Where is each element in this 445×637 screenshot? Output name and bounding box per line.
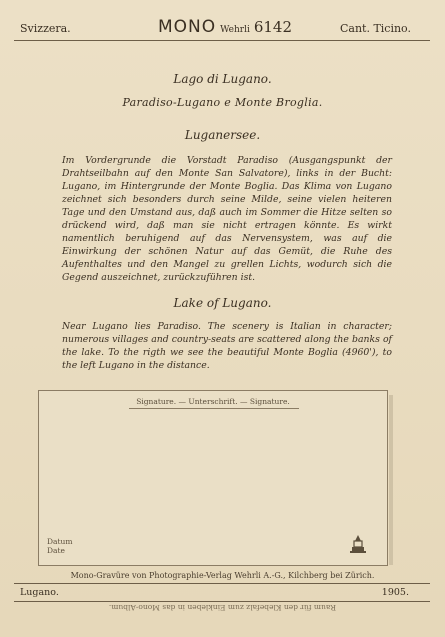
maker-name: Wehrli bbox=[220, 25, 250, 35]
header-rule bbox=[14, 40, 430, 41]
publisher-caption: Mono-Gravüre von Photographie-Verlag Wehrli A.-G., Kilchberg bei Zürich. bbox=[70, 571, 375, 580]
country-label: Svizzera. bbox=[20, 22, 71, 35]
card-number: 6142 bbox=[253, 18, 293, 36]
german-paragraph: Im Vordergrunde die Vorstadt Paradiso (Ausgangspunkt der Drahtseilbahn auf den Monte San Salvatore), links in der Bucht: Lugano, im Hintergrunde der Monte Boglia. Das Klima von Lugano zeichnet sich besonders durch seine Milde, seine vielen heiteren Tage und den Umstand aus, daß auch im Sommer die Hitze selten so drückend wird, daß man sie nicht ertragen könnte. Es wirkt namentlich beruhigend auf das Nervensystem, was auf die Einwirkung der schönen Natur auf das Gemüt, die Ruhe des Aufenthaltes und den Mangel zu grellen Lichts, wodurch sich die Gegend auszeichnet, zurückzuführen ist. bbox=[62, 155, 392, 283]
footer-rule bbox=[14, 583, 430, 584]
signature-label: Signature. — Unterschrift. — Signature. bbox=[136, 397, 290, 406]
glue-strip-text: Raum für den Klebefalz zum Einkleben in das Mono-Album. bbox=[108, 603, 337, 612]
publisher-emblem-icon bbox=[349, 533, 367, 555]
english-paragraph: Near Lugano lies Paradiso. The scenery is Italian in character; numerous villages and country-seats are scattered along the banks of the lake. To the rigth we see the beautiful Monte Boglia (4960'), to the left Lugano in the distance. bbox=[62, 321, 392, 371]
glue-rule bbox=[14, 601, 430, 602]
year-label: 1905. bbox=[381, 587, 409, 598]
datum-label: Datum bbox=[47, 537, 73, 546]
canton-label: Cant. Ticino. bbox=[339, 22, 411, 35]
header-brand bbox=[150, 17, 300, 37]
photo-frame bbox=[38, 390, 388, 566]
english-title: Lake of Lugano. bbox=[173, 296, 272, 310]
date-label bbox=[47, 537, 72, 555]
signature-line bbox=[129, 408, 299, 409]
subtitle: Paradiso-Lugano e Monte Broglia. bbox=[122, 96, 323, 109]
location-label: Lugano. bbox=[20, 587, 59, 598]
brand-name: MONO bbox=[157, 17, 217, 37]
date-label-en: Date bbox=[47, 546, 65, 555]
german-title: Luganersee. bbox=[184, 128, 261, 142]
main-title: Lago di Lugano. bbox=[173, 72, 272, 86]
